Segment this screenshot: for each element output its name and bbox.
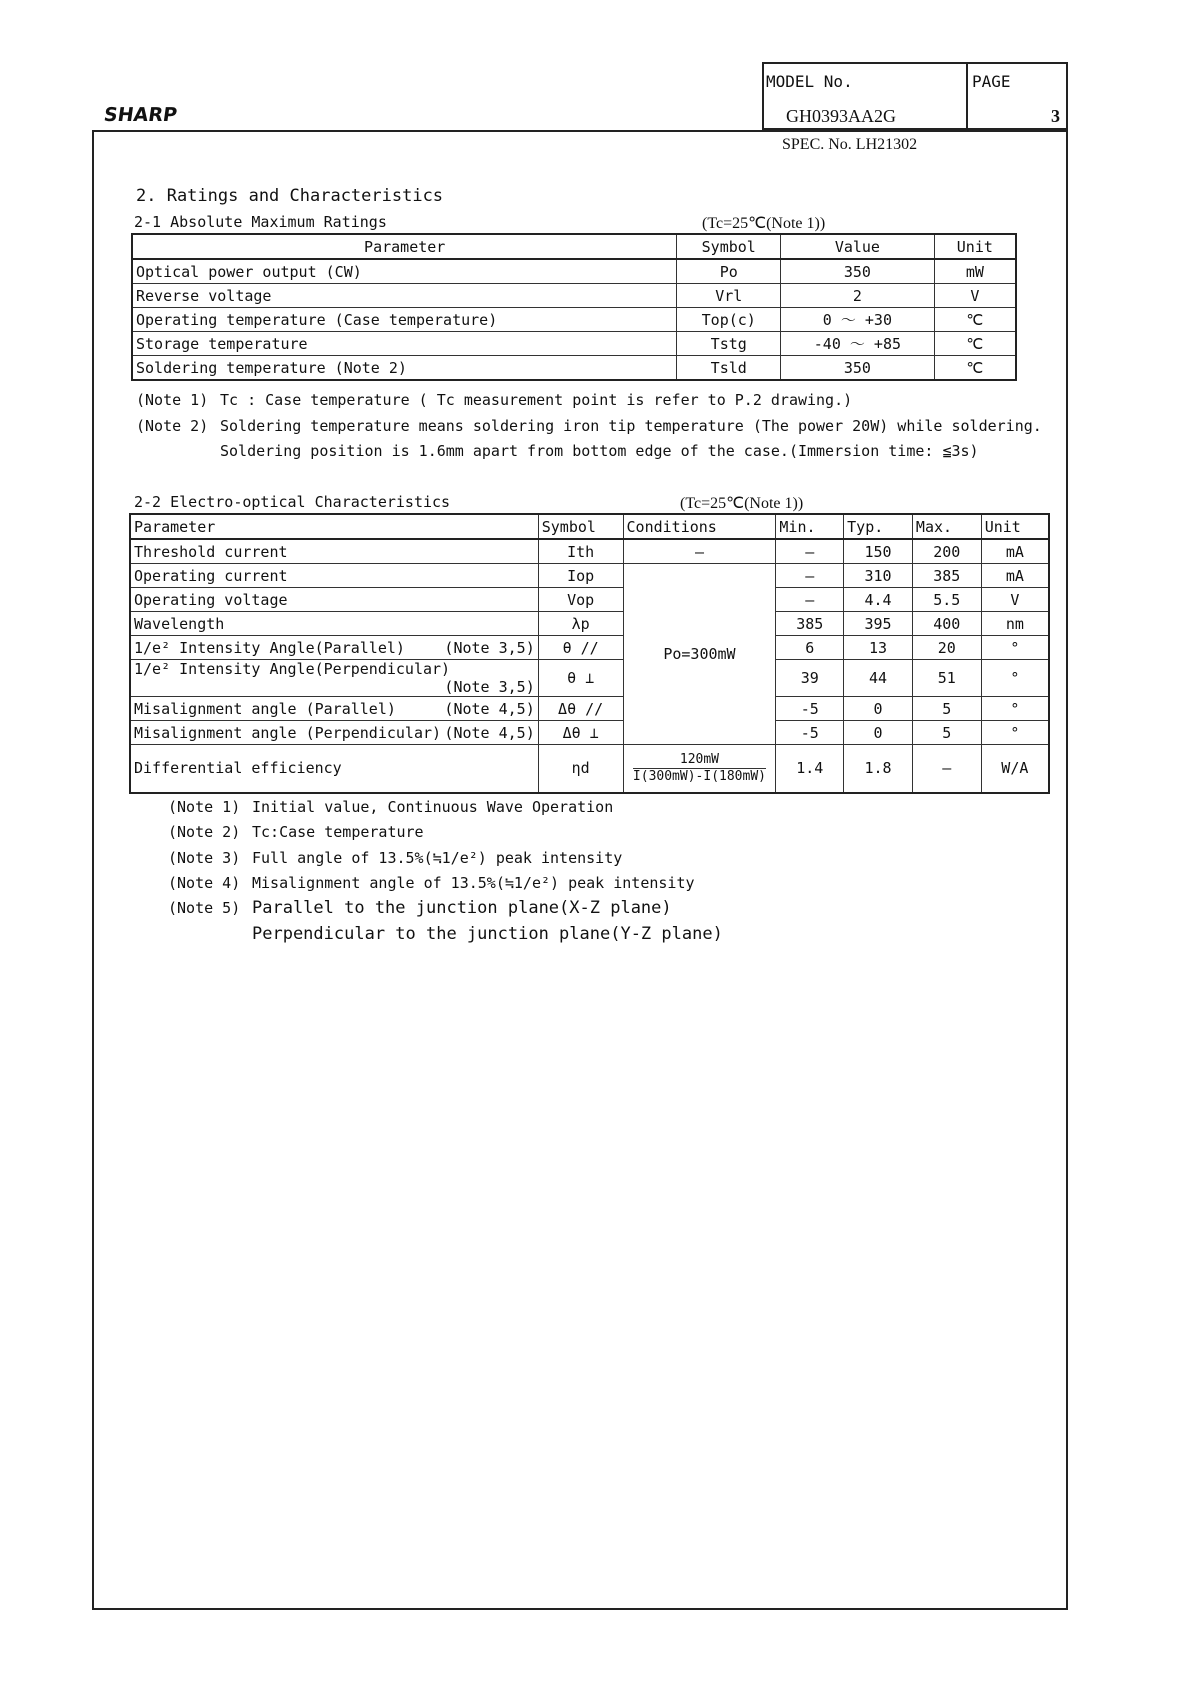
abs-max-condition: (Tc=25℃(Note 1)) xyxy=(702,215,826,232)
eo-min: -5 xyxy=(776,721,844,745)
abs-param: Operating temperature (Case temperature) xyxy=(132,308,677,332)
eo-param: Wavelength xyxy=(130,612,538,636)
note-text: Perpendicular to the junction plane(Y-Z plane) xyxy=(252,924,723,944)
eo-diff-condition xyxy=(623,745,776,793)
abs-col-symbol: Symbol xyxy=(677,234,781,259)
page-number: 3 xyxy=(1051,106,1060,126)
eo-max: 200 xyxy=(912,539,981,564)
eo-symbol: θ ⊥ xyxy=(538,660,623,697)
abs-col-parameter: Parameter xyxy=(132,234,677,259)
table-row xyxy=(130,539,1049,564)
eo-param-note: (Note 4,5) xyxy=(444,699,535,718)
note-label: (Note 3) xyxy=(168,849,241,867)
eo-unit: ° xyxy=(981,697,1049,721)
abs-value: 350 xyxy=(781,259,935,284)
abs-param: Storage temperature xyxy=(132,332,677,356)
abs-col-value: Value xyxy=(781,234,935,259)
eo-unit: mA xyxy=(981,539,1049,564)
model-value: GH0393AA2G xyxy=(786,106,896,126)
abs-symbol: Tstg xyxy=(677,332,781,356)
table-row xyxy=(130,588,1049,612)
abs-symbol: Po xyxy=(677,259,781,284)
eo-max: – xyxy=(912,745,981,793)
eo-min: – xyxy=(776,588,844,612)
eo-col-unit: Unit xyxy=(981,514,1049,539)
note-text: Tc : Case temperature ( Tc measurement point is refer to P.2 drawing.) xyxy=(220,391,853,409)
eo-header-row xyxy=(130,514,1049,539)
abs-unit: ℃ xyxy=(934,356,1016,381)
eo-col-min: Min. xyxy=(776,514,844,539)
eo-typ: 44 xyxy=(844,660,913,697)
eo-max: 5 xyxy=(912,697,981,721)
note-text: Soldering position is 1.6mm apart from bottom edge of the case.(Immersion time: ≦3s) xyxy=(220,442,979,460)
eo-table xyxy=(129,513,1050,794)
table-row xyxy=(132,332,1016,356)
note-text: Full angle of 13.5%(≒1/e²) peak intensity xyxy=(252,849,623,867)
eo-typ: 150 xyxy=(844,539,913,564)
eo-unit: ° xyxy=(981,636,1049,660)
abs-symbol: Top(c) xyxy=(677,308,781,332)
eo-typ: 310 xyxy=(844,564,913,588)
eo-symbol: θ // xyxy=(538,636,623,660)
eo-param: Threshold current xyxy=(130,539,538,564)
eo-diff-numerator: 120mW xyxy=(633,752,766,769)
eo-min: 1.4 xyxy=(776,745,844,793)
eo-typ: 395 xyxy=(844,612,913,636)
eo-min: -5 xyxy=(776,697,844,721)
eo-symbol: Δθ // xyxy=(538,697,623,721)
eo-unit: W/A xyxy=(981,745,1049,793)
eo-symbol: Vop xyxy=(538,588,623,612)
eo-col-symbol: Symbol xyxy=(538,514,623,539)
abs-value: 0 ～ +30 xyxy=(781,308,935,332)
abs-param: Soldering temperature (Note 2) xyxy=(132,356,677,381)
abs-value: -40 ～ +85 xyxy=(781,332,935,356)
eo-symbol: Iop xyxy=(538,564,623,588)
eo-condition: (Tc=25℃(Note 1)) xyxy=(680,495,804,512)
eo-param-cell xyxy=(130,636,538,660)
table-row xyxy=(130,564,1049,588)
eo-unit: mA xyxy=(981,564,1049,588)
table-row xyxy=(132,259,1016,284)
eo-symbol: Δθ ⊥ xyxy=(538,721,623,745)
note-label: (Note 2) xyxy=(168,823,241,841)
eo-param-cell xyxy=(130,660,538,697)
section-title: 2. Ratings and Characteristics xyxy=(136,186,444,206)
eo-param: Misalignment angle (Parallel) xyxy=(134,699,396,718)
abs-param: Reverse voltage xyxy=(132,284,677,308)
table-row xyxy=(130,697,1049,721)
abs-col-unit: Unit xyxy=(934,234,1016,259)
eo-diff-denominator: I(300mW)-I(180mW) xyxy=(632,768,766,784)
abs-unit: V xyxy=(934,284,1016,308)
model-label: MODEL No. xyxy=(766,72,853,91)
brand-logo: SHARP xyxy=(102,104,179,126)
note-label: (Note 1) xyxy=(136,391,209,409)
note-label: (Note 4) xyxy=(168,874,241,892)
eo-max: 5.5 xyxy=(912,588,981,612)
eo-min: – xyxy=(776,564,844,588)
eo-param-cell xyxy=(130,697,538,721)
note-text: Tc:Case temperature xyxy=(252,823,424,841)
table-row xyxy=(130,636,1049,660)
eo-max: 400 xyxy=(912,612,981,636)
eo-min: 385 xyxy=(776,612,844,636)
eo-typ: 13 xyxy=(844,636,913,660)
eo-param-note: (Note 3,5) xyxy=(444,638,535,657)
note-text: Parallel to the junction plane(X-Z plane) xyxy=(252,898,672,918)
eo-param: 1/e² Intensity Angle(Parallel) xyxy=(134,638,405,657)
abs-unit: mW xyxy=(934,259,1016,284)
eo-title: 2-2 Electro-optical Characteristics xyxy=(134,493,451,511)
eo-min: 6 xyxy=(776,636,844,660)
eo-col-conditions: Conditions xyxy=(623,514,776,539)
eo-param: Operating current xyxy=(130,564,538,588)
eo-unit: ° xyxy=(981,660,1049,697)
table-row xyxy=(130,660,1049,697)
abs-value: 350 xyxy=(781,356,935,381)
page-label: PAGE xyxy=(972,72,1011,91)
note-label: (Note 2) xyxy=(136,417,209,435)
eo-typ: 0 xyxy=(844,697,913,721)
eo-unit: V xyxy=(981,588,1049,612)
note-label: (Note 1) xyxy=(168,798,241,816)
eo-symbol: λp xyxy=(538,612,623,636)
note-label: (Note 5) xyxy=(168,899,241,917)
table-row xyxy=(130,612,1049,636)
eo-condition-cell: – xyxy=(623,539,776,564)
eo-param-note: (Note 4,5) xyxy=(444,723,535,742)
eo-col-max: Max. xyxy=(912,514,981,539)
eo-min: 39 xyxy=(776,660,844,697)
abs-symbol: Tsld xyxy=(677,356,781,381)
eo-param: Misalignment angle (Perpendicular) xyxy=(134,723,442,742)
abs-value: 2 xyxy=(781,284,935,308)
note-text: Initial value, Continuous Wave Operation xyxy=(252,798,614,816)
eo-typ: 1.8 xyxy=(844,745,913,793)
eo-typ: 4.4 xyxy=(844,588,913,612)
table-row xyxy=(132,308,1016,332)
eo-param: Operating voltage xyxy=(130,588,538,612)
table-row xyxy=(130,721,1049,745)
spec-number: SPEC. No. LH21302 xyxy=(782,136,918,153)
abs-param: Optical power output (CW) xyxy=(132,259,677,284)
eo-group-condition: Po=300mW xyxy=(623,564,776,745)
abs-max-header-row xyxy=(132,234,1016,259)
eo-typ: 0 xyxy=(844,721,913,745)
eo-max: 51 xyxy=(912,660,981,697)
eo-col-parameter: Parameter xyxy=(130,514,538,539)
eo-symbol: ηd xyxy=(538,745,623,793)
header-divider xyxy=(966,64,968,128)
abs-max-title: 2-1 Absolute Maximum Ratings xyxy=(134,213,387,231)
eo-param: Differential efficiency xyxy=(130,745,538,793)
abs-unit: ℃ xyxy=(934,308,1016,332)
eo-max: 385 xyxy=(912,564,981,588)
eo-symbol: Ith xyxy=(538,539,623,564)
eo-min: – xyxy=(776,539,844,564)
table-row xyxy=(132,284,1016,308)
header-box xyxy=(762,62,1068,130)
eo-unit: ° xyxy=(981,721,1049,745)
abs-max-table xyxy=(131,233,1017,381)
eo-param-cell xyxy=(130,721,538,745)
abs-unit: ℃ xyxy=(934,332,1016,356)
table-row xyxy=(130,745,1049,793)
eo-max: 5 xyxy=(912,721,981,745)
eo-param-note: (Note 3,5) xyxy=(444,678,535,696)
note-text: Misalignment angle of 13.5%(≒1/e²) peak intensity xyxy=(252,874,695,892)
eo-max: 20 xyxy=(912,636,981,660)
eo-param: 1/e² Intensity Angle(Perpendicular) xyxy=(134,660,451,678)
note-text: Soldering temperature means soldering iron tip temperature (The power 20W) while soldering. xyxy=(220,417,1042,435)
table-row xyxy=(132,356,1016,381)
eo-unit: nm xyxy=(981,612,1049,636)
eo-diff-fraction xyxy=(633,752,766,785)
abs-symbol: Vrl xyxy=(677,284,781,308)
eo-col-typ: Typ. xyxy=(844,514,913,539)
